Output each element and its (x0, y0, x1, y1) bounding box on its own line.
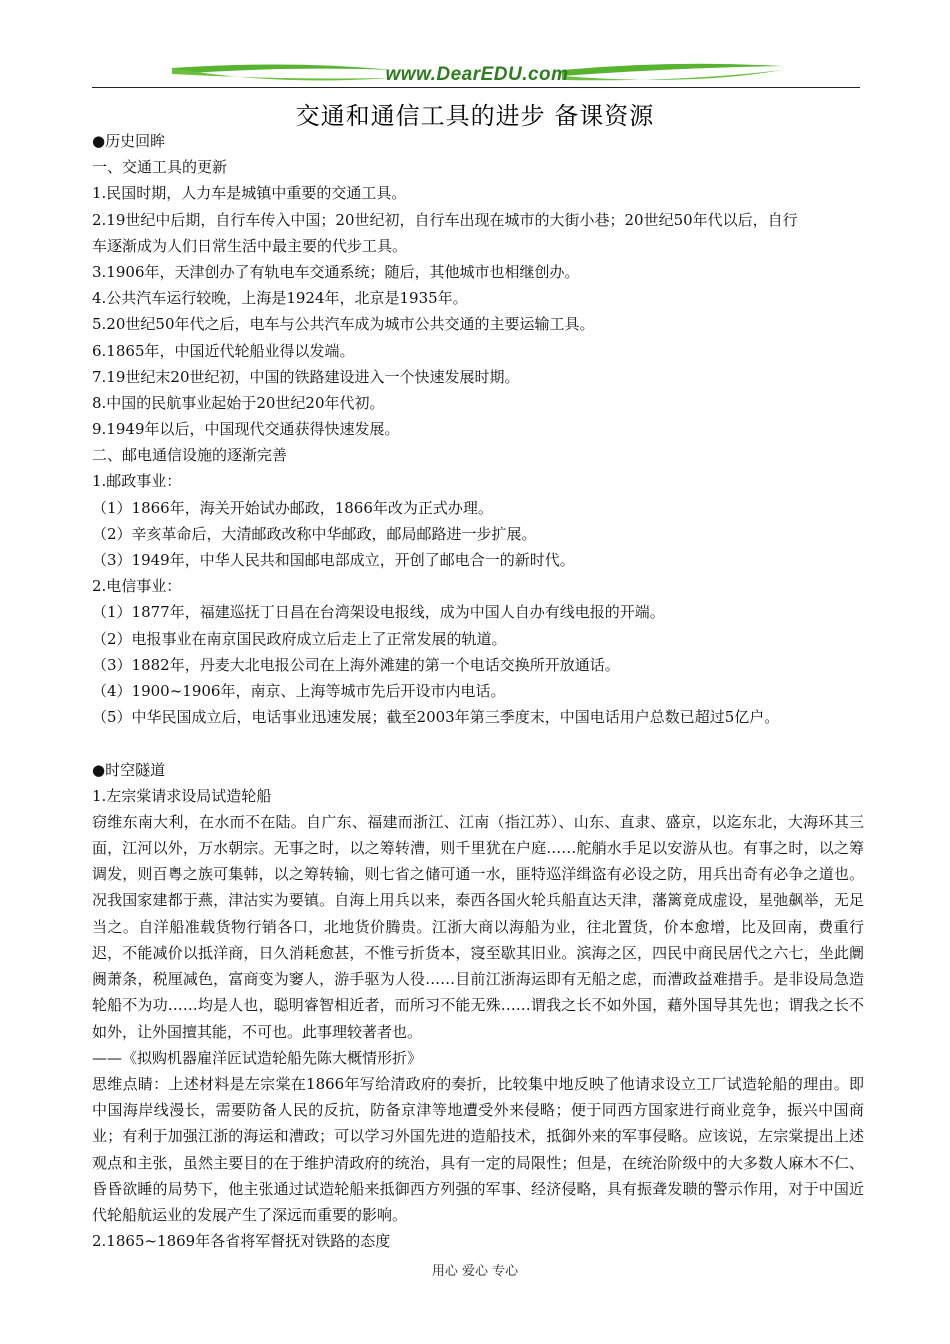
section-heading-history: ●历史回眸 (92, 132, 166, 150)
list-item: 车逐渐成为人们日常生活中最主要的代步工具。 (92, 236, 408, 255)
list-item: 7.19世纪末20世纪初，中国的铁路建设进入一个快速发展时期。 (92, 367, 520, 386)
list-item: （1）1866年，海关开始试办邮政，1866年改为正式办理。 (92, 498, 493, 517)
list-item: 4.公共汽车运行较晚，上海是1924年，北京是1935年。 (92, 289, 468, 308)
quote-source: ——《拟购机器雇洋匠试造轮船先陈大概情形折》 (92, 1048, 423, 1067)
list-item: 1.民国时期，人力车是城镇中重要的交通工具。 (92, 184, 407, 203)
section-heading-tunnel: ●时空隧道 (92, 760, 166, 779)
site-header-banner (92, 56, 862, 96)
list-item: 8.中国的民航事业起始于20世纪20年代初。 (92, 393, 385, 412)
list-item: 6.1865年，中国近代轮船业得以发端。 (92, 341, 355, 360)
commentary-paragraph: 思维点睛：上述材料是左宗棠在1866年写给清政府的奏折，比较集中地反映了他请求设立工厂试造轮船的理由。即中国海岸线漫长，需要防备人民的反抗，防备京津等地遭受外来侵略；便于同西方国家进行商业竞争，振兴中国商业；有利于加强江浙的海运和漕政；可以学习外国先进的造船技术，抵御外来的军事侵略。应该说，左宗棠提出上述观点和主张，虽然主要目的在于维护清政府的统治，具有一定的局限性；但是，在统治阶级中的大多数人麻木不仁、昏昏欲睡的局势下，他主张通过试造轮船来抵御西方列强的军事、经济侵略，具有振聋发聩的警示作用，对于中国近代轮船航运业的发展产生了深远而重要的影响。 (92, 1074, 864, 1224)
document-body (92, 128, 864, 1254)
quote-paragraph: 窃维东南大利，在水而不在陆。自广东、福建而浙江、江南（指江苏）、山东、直隶、盛京，以迄东北，大海环其三面，江河以外，万水朝宗。无事之时，以之筹转漕，则千里犹在户庭……舵艄水手足以安游从也。有事之时，以之筹调发，则百粤之族可集韩，以之筹转输，则七省之储可通一水，匪特巡洋缉盗有必设之防，用兵出奇有必争之道也。况我国家建都于燕，津沽实为要镇。自海上用兵以来，泰西各国火轮兵船直达天津，藩篱竟成虚设，星弛飙举，无足当之。自洋船准载货物行销各口，北地货价腾贵。江浙大商以海船为业，往北置货，价本愈增，比及回南，费重行迟，不能减价以抵洋商，日久消耗愈甚，不惟亏折货本，寖至歇其旧业。滨海之区，四民中商民居代之六七，坐此阛阓萧条，税厘减色，富商变为窭人，游手驱为人役……目前江浙海运即有无船之虑，而漕政益难措手。是非设局急造轮船不为功……均是人也，聪明睿智相近者，而所习不能无殊……谓我之长不如外国，藉外国导其先也；谓我之长不如外，让外国擅其能，不可也。此事理较著者也。 (92, 812, 864, 1041)
subheading-communication: 二、邮电通信设施的逐渐完善 (92, 446, 288, 465)
list-item: （3）1882年，丹麦大北电报公司在上海外滩建的第一个电话交换所开放通话。 (92, 655, 620, 674)
page-title: 交通和通信工具的进步 备课资源 (295, 102, 655, 130)
site-name: www.DearEDU.com (385, 64, 569, 85)
subheading-item1: 1.左宗棠请求设局试造轮船 (92, 786, 272, 805)
list-item: （2）电报事业在南京国民政府成立后走上了正常发展的轨道。 (92, 629, 507, 648)
list-item: （3）1949年，中华人民共和国邮电部成立，开创了邮电合一的新时代。 (92, 551, 575, 569)
page-footer: 用心 爱心 专心 (431, 1264, 519, 1279)
subheading-item2: 2.1865~1869年各省将军督抚对铁路的态度 (92, 1232, 391, 1251)
list-item: （1）1877年，福建巡抚丁日昌在台湾架设电报线，成为中国人自办有线电报的开端。 (92, 603, 665, 622)
list-item: 9.1949年以后，中国现代交通获得快速发展。 (92, 420, 400, 439)
list-item: 3.1906年，天津创办了有轨电车交通系统；随后，其他城市也相继创办。 (92, 262, 580, 281)
list-item: （2）辛亥革命后，大清邮政改称中华邮政，邮局邮路进一步扩展。 (92, 524, 537, 543)
list-item: 2.19世纪中后期，自行车传入中国；20世纪初，自行车出现在城市的大街小巷；20世纪50年代以后，自行 (92, 210, 798, 229)
header-rule (92, 87, 860, 88)
list-item: （4）1900~1906年，南京、上海等城市先后开设市内电话。 (92, 681, 506, 700)
list-item: 5.20世纪50年代之后，电车与公共汽车成为城市公共交通的主要运输工具。 (92, 315, 595, 334)
subheading-telecom: 2.电信事业： (92, 577, 182, 596)
list-item: （5）中华民国成立后，电话事业迅速发展；截至2003年第三季度末，中国电话用户总数已超过5亿户。 (92, 708, 780, 727)
subheading-transport: 一、交通工具的更新 (92, 158, 228, 177)
spacer (92, 730, 864, 756)
subheading-postal: 1.邮政事业： (92, 472, 182, 491)
